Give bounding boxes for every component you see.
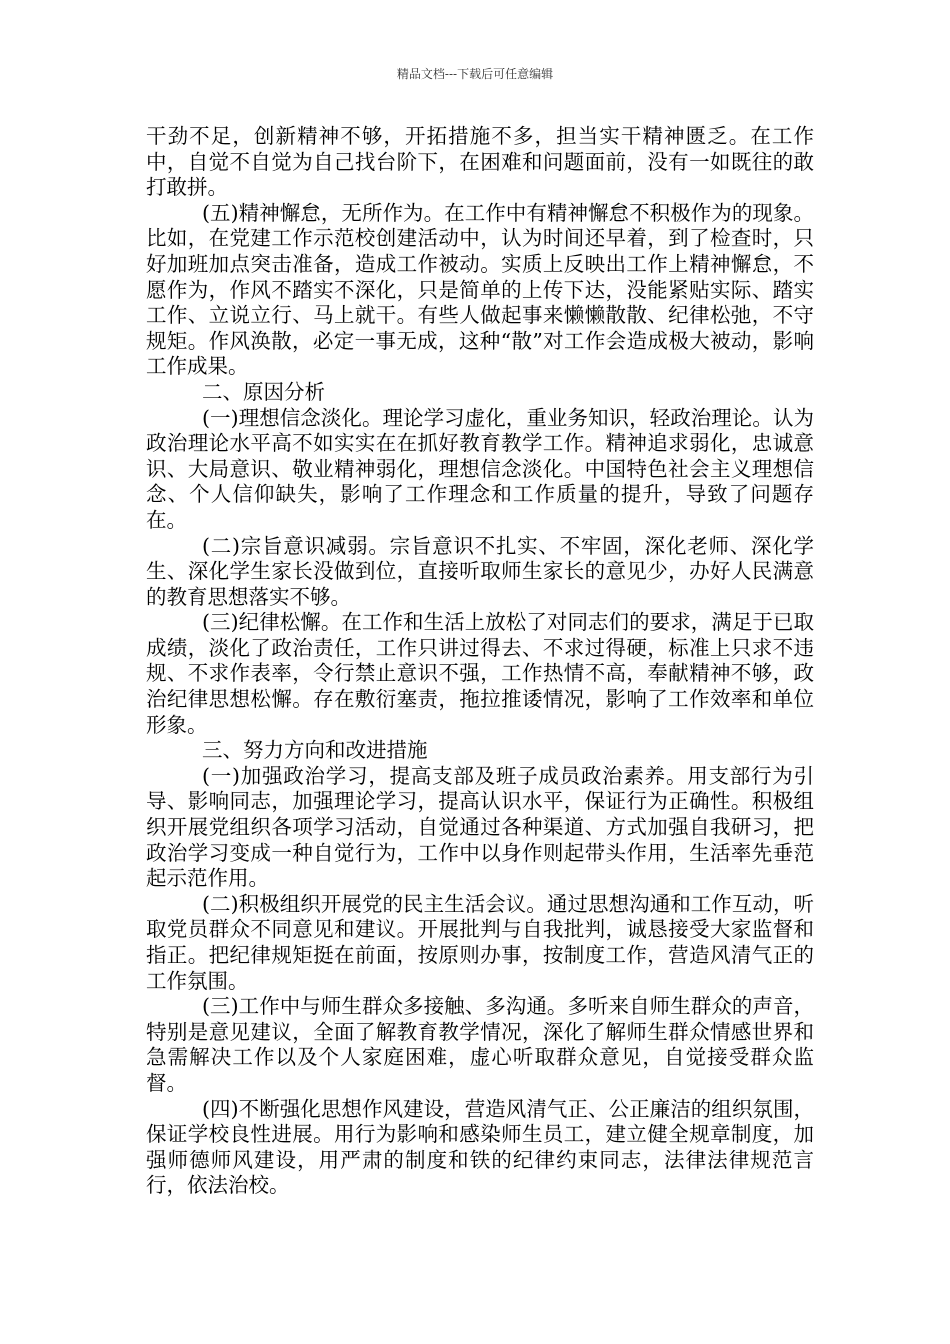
section-heading-improvement: 三、努力方向和改进措施 [202, 738, 428, 763]
page-header: 精品文档---下载后可任意编辑 [396, 67, 554, 81]
paragraph-cause-one: (一)理想信念淡化。理论学习虚化，重业务知识，轻政治理论。认为政治理论水平高不如实实在在抓好教育教学工作。精神追求弱化，忠诚意识、大局意识、敬业精神弱化，理想信念淡化。中国特色社会主义理想信念、个人信仰缺失，影响了工作理念和工作质量的提升，导致了问题存在。 [146, 405, 814, 532]
paragraph-continuation: 干劲不足，创新精神不够，开拓措施不多，担当实干精神匮乏。在工作中，自觉不自觉为自己找台阶下，在困难和问题面前，没有一如既往的敢打敢拼。 [146, 124, 814, 200]
paragraph-measure-three: (三)工作中与师生群众多接触、多沟通。多听来自师生群众的声音，特别是意见建议，全面了解教育教学情况，深化了解师生群众情感世界和急需解决工作以及个人家庭困难，虚心听取群众意见，自觉接受群众监督。 [146, 994, 814, 1095]
paragraph-measure-one: (一)加强政治学习，提高支部及班子成员政治素养。用支部行为引导、影响同志，加强理论学习，提高认识水平，保证行为正确性。积极组织开展党组织各项学习活动，自觉通过各种渠道、方式加强自我研习，把政治学习变成一种自觉行为，工作中以身作则起带头作用，生活率先垂范起示范作用。 [146, 763, 814, 891]
paragraph-measure-two: (二)积极组织开展党的民主生活会议。通过思想沟通和工作互动，听取党员群众不同意见和建议。开展批判与自我批判，诚恳接受大家监督和指正。把纪律规矩挺在前面，按原则办事，按制度工作，营造风清气正的工作氛围。 [146, 891, 814, 993]
paragraph-measure-four: (四)不断强化思想作风建设，营造风清气正、公正廉洁的组织氛围，保证学校良性进展。用行为影响和感染师生员工，建立健全规章制度，加强师德师风建设，用严肃的制度和铁的纪律约束同志，法律法律规范言行，依法治校。 [146, 1096, 814, 1198]
document-body [146, 124, 814, 1199]
paragraph-item-five: (五)精神懈怠，无所作为。在工作中有精神懈怠不积极作为的现象。比如，在党建工作示范校创建活动中，认为时间还早着，到了检查时，只好加班加点突击准备，造成工作被动。实质上反映出工作上精神懈怠，不愿作为，作风不踏实不深化，只是简单的上传下达，没能紧贴实际、踏实工作、立说立行、马上就干。有些人做起事来懒懒散散、纪律松弛，不守规矩。作风涣散，必定一事无成，这种“散”对工作会造成极大被动，影响工作成果。 [146, 200, 814, 379]
section-heading-cause-analysis: 二、原因分析 [202, 379, 325, 404]
paragraph-cause-two: (二)宗旨意识减弱。宗旨意识不扎实、不牢固，深化老师、深化学生、深化学生家长没做到位，直接听取师生家长的意见少，办好人民满意的教育思想落实不够。 [146, 533, 814, 609]
paragraph-cause-three: (三)纪律松懈。在工作和生活上放松了对同志们的要求，满足于已取成绩，淡化了政治责任，工作只讲过得去、不求过得硬，标准上只求不违规、不求作表率，令行禁止意识不强，工作热情不高，奉献精神不够，政治纪律思想松懈。存在敷衍塞责，拖拉推诿情况，影响了工作效率和单位形象。 [146, 610, 814, 737]
